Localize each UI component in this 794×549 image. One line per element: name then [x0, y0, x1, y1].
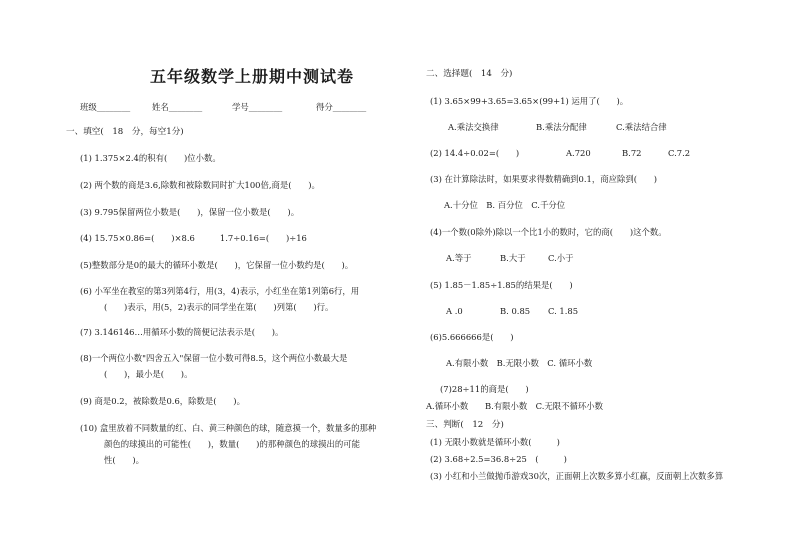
question-line: ( )，最小是( )。: [104, 369, 193, 379]
page-title: 五年级数学上册期中测试卷: [150, 67, 355, 86]
question-line: (3) 在计算除法时，如果要求得数精确到0.1，商应除到( ): [430, 174, 658, 184]
question-line: (7)28÷11的商是( ): [440, 384, 529, 394]
class-field: 班级________: [80, 102, 131, 112]
name-field: 姓名________: [152, 102, 203, 112]
number-field: 学号________: [232, 102, 283, 112]
option: C.7.2: [668, 148, 691, 158]
question-line: (4) 15.75×0.86=( )×8.6 1.7÷0.16=( )÷16: [80, 233, 307, 243]
section-heading: 二、选择题( 14 分): [426, 69, 513, 79]
section-heading: 三、判断( 12 分): [426, 420, 504, 430]
question-line: (7) 3.146146…用循环小数的简便记法表示是( )。: [80, 327, 284, 337]
score-field: 得分________: [316, 102, 367, 112]
question-line: (2) 14.4÷0.02=( ): [430, 148, 520, 158]
question-line: (3) 9.795保留两位小数是( )，保留一位小数是( )。: [80, 207, 300, 217]
question-line: (1) 3.65×99+3.65=3.65×(99+1) 运用了( )。: [430, 96, 629, 106]
option: A.循环小数 B.有限小数 C.无限不循环小数: [426, 401, 604, 411]
question-line: (8)一个两位小数"四舍五入"保留一位小数可得8.5，这个两位小数最大是: [80, 353, 348, 363]
question-line: (5)整数部分是0的最大的循环小数是( )，它保留一位小数约是( )。: [80, 260, 354, 270]
question-line: (5) 1.85－1.85÷1.85的结果是( ): [430, 280, 573, 290]
option: C. 1.85: [548, 306, 579, 316]
option: A .0: [446, 306, 463, 316]
question-line: (9) 商是0.2，被除数是0.6，除数是( )。: [80, 396, 245, 406]
question-line: ( )表示，用(5，2)表示的同学坐在第( )列第( )行。: [104, 302, 334, 312]
option: B.乘法分配律: [536, 122, 587, 132]
question-line: (1) 1.375×2.4的积有( )位小数。: [80, 153, 221, 163]
question-line: 颜色的球摸出的可能性( )，数量( )的那种颜色的球摸出的可能: [104, 439, 360, 449]
question-line: (6)5.666666是( ): [430, 332, 514, 342]
section-heading: 一、填空( 18 分，每空1分): [66, 127, 184, 137]
question-line: (3) 小红和小兰做抛币游戏30次，正面朝上次数多算小红赢，反面朝上次数多算: [430, 471, 724, 481]
question-line: (1) 无限小数就是循环小数( ): [430, 437, 560, 447]
question-line: (2) 3.68÷2.5=36.8÷25 ( ): [430, 454, 567, 464]
option: A.乘法交换律: [448, 122, 499, 132]
option: C.乘法结合律: [616, 122, 667, 132]
option: A.有限小数 B.无限小数 C. 循环小数: [446, 358, 593, 368]
question-line: (2) 两个数的商是3.6,除数和被除数同时扩大100倍,商是( )。: [80, 180, 320, 190]
question-line: 性( )。: [104, 455, 145, 465]
option: B.大于: [500, 253, 526, 263]
option: B.72: [622, 148, 642, 158]
option: A.720: [566, 148, 591, 158]
question-line: (4)一个数(0除外)除以一个比1小的数时，它的商( )这个数。: [430, 227, 667, 237]
question-line: (10) 盒里放着不同数量的红、白、黄三种颜色的球，随意摸一个，数量多的那种: [80, 423, 377, 433]
question-line: (6) 小军坐在教室的第3列第4行，用(3，4)表示，小红坐在第1列第6行，用: [80, 286, 360, 296]
option: C.小于: [548, 253, 574, 263]
option: A.等于: [446, 253, 472, 263]
option: A.十分位 B. 百分位 C.千分位: [444, 200, 566, 210]
option: B. 0.85: [500, 306, 531, 316]
